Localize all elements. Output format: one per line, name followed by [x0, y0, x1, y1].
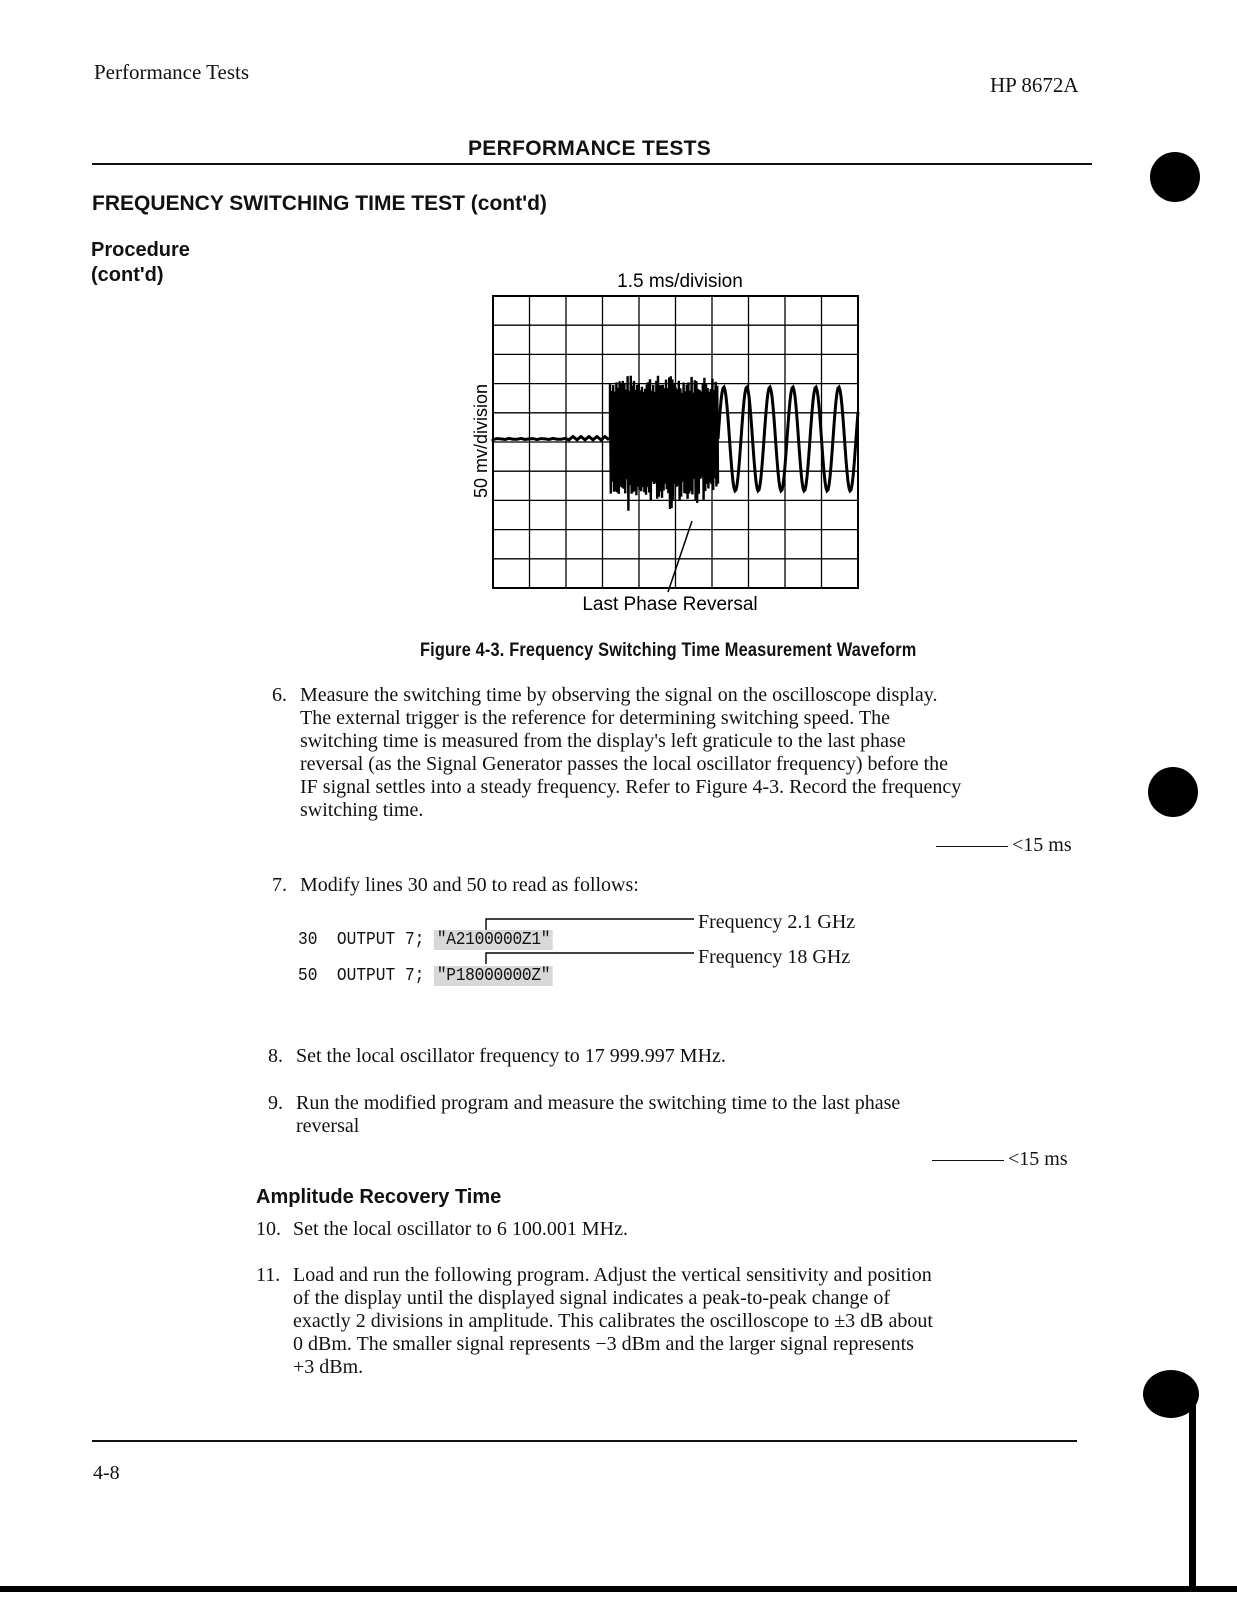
code-note-frequency-2-1: Frequency 2.1 GHz: [698, 911, 856, 933]
step-text-line: Set the local oscillator frequency to 17 999.997 MHz.: [296, 1045, 726, 1067]
procedure-label-line-2: (cont'd): [91, 264, 164, 286]
x-scale-label: 1.5 ms/division: [617, 271, 743, 292]
step-text-line: switching time.: [300, 799, 424, 821]
step-number: 8.: [268, 1045, 283, 1067]
header-rule: [92, 163, 1092, 165]
result-blank: [936, 846, 1008, 847]
binder-hole-middle: [1148, 767, 1198, 817]
result-blank: [932, 1160, 1004, 1161]
step-number: 9.: [268, 1092, 283, 1114]
step-text-line: reversal: [296, 1115, 360, 1137]
step-text-line: 0 dBm. The smaller signal represents −3 dBm and the larger signal represents: [293, 1333, 914, 1355]
procedure-step-10: [256, 1218, 1081, 1242]
procedure-step-8: [268, 1045, 1083, 1069]
y-scale-label: 50 mv/division: [471, 383, 491, 499]
step-text-line: Set the local oscillator to 6 100.001 MHz.: [293, 1218, 628, 1240]
step-number: 6.: [272, 684, 287, 706]
last-phase-reversal-label: Last Phase Reversal: [582, 594, 758, 615]
procedure-label-line-1: Procedure: [91, 239, 190, 261]
section-title: PERFORMANCE TESTS: [468, 137, 712, 160]
step-text-line: IF signal settles into a steady frequency. Refer to Figure 4-3. Record the frequency: [300, 776, 962, 798]
step-text-line: of the display until the displayed signal indicates a peak-to-peak change of: [293, 1287, 891, 1309]
binder-hole-top: [1150, 152, 1200, 202]
result-limit: <15 ms: [1008, 1148, 1068, 1170]
procedure-step-11: [256, 1264, 1081, 1384]
procedure-label: [91, 238, 190, 288]
step-number: 7.: [272, 874, 287, 896]
step-number: 11.: [256, 1264, 281, 1286]
code-line-number: 30: [298, 930, 318, 950]
procedure-step-7: [272, 874, 1087, 898]
code-note-frequency-18: Frequency 18 GHz: [698, 946, 851, 968]
running-header-right: HP 8672A: [990, 73, 1079, 97]
scan-bottom-edge: [0, 1586, 1237, 1592]
settled-if-trace: [718, 387, 858, 491]
result-limit: <15 ms: [1012, 834, 1072, 856]
step-text-line: reversal (as the Signal Generator passes the local oscillator frequency) before the: [300, 753, 949, 775]
code-line-50: [298, 966, 553, 986]
step-9-result-field: [932, 1148, 1068, 1171]
step-text-line: The external trigger is the reference for determining switching speed. The: [300, 707, 890, 729]
step-text-line: exactly 2 divisions in amplitude. This calibrates the oscilloscope to ±3 dB about: [293, 1310, 933, 1332]
code-line-30: [298, 930, 553, 950]
step-text-line: switching time is measured from the display's left graticule to the last phase: [300, 730, 906, 752]
test-title: FREQUENCY SWITCHING TIME TEST (cont'd): [92, 192, 547, 215]
step-text-line: Measure the switching time by observing the signal on the oscilloscope display.: [300, 684, 938, 706]
page-number: 4-8: [93, 1462, 120, 1484]
step-text-line: Load and run the following program. Adjust the vertical sensitivity and position: [293, 1264, 932, 1286]
code-literal: "A2100000Z1": [434, 930, 553, 950]
subsection-title: Amplitude Recovery Time: [256, 1186, 502, 1208]
running-header-left: Performance Tests: [94, 60, 250, 84]
code-literal: "P18000000Z": [434, 966, 553, 986]
scan-edge-mark: [1189, 1390, 1196, 1590]
switching-transient-trace: [610, 376, 718, 511]
oscilloscope-waveform-figure: [460, 265, 880, 625]
procedure-step-9: [268, 1092, 1083, 1140]
step-text-line: Modify lines 30 and 50 to read as follows:: [300, 874, 639, 896]
figure-caption: Figure 4-3. Frequency Switching Time Measurement Waveform: [420, 640, 917, 661]
code-command: OUTPUT 7;: [336, 930, 425, 950]
step-text-line: Run the modified program and measure the switching time to the last phase: [296, 1092, 901, 1114]
procedure-step-6: [272, 684, 1087, 824]
annotation-leader-line: [668, 521, 692, 592]
pre-switch-trace: [493, 437, 609, 440]
step-number: 10.: [256, 1218, 281, 1240]
step-text-line: +3 dBm.: [293, 1356, 364, 1378]
footer-rule: [92, 1440, 1077, 1442]
code-command: OUTPUT 7;: [336, 966, 425, 986]
code-line-number: 50: [298, 966, 318, 986]
step-6-result-field: [936, 834, 1072, 857]
